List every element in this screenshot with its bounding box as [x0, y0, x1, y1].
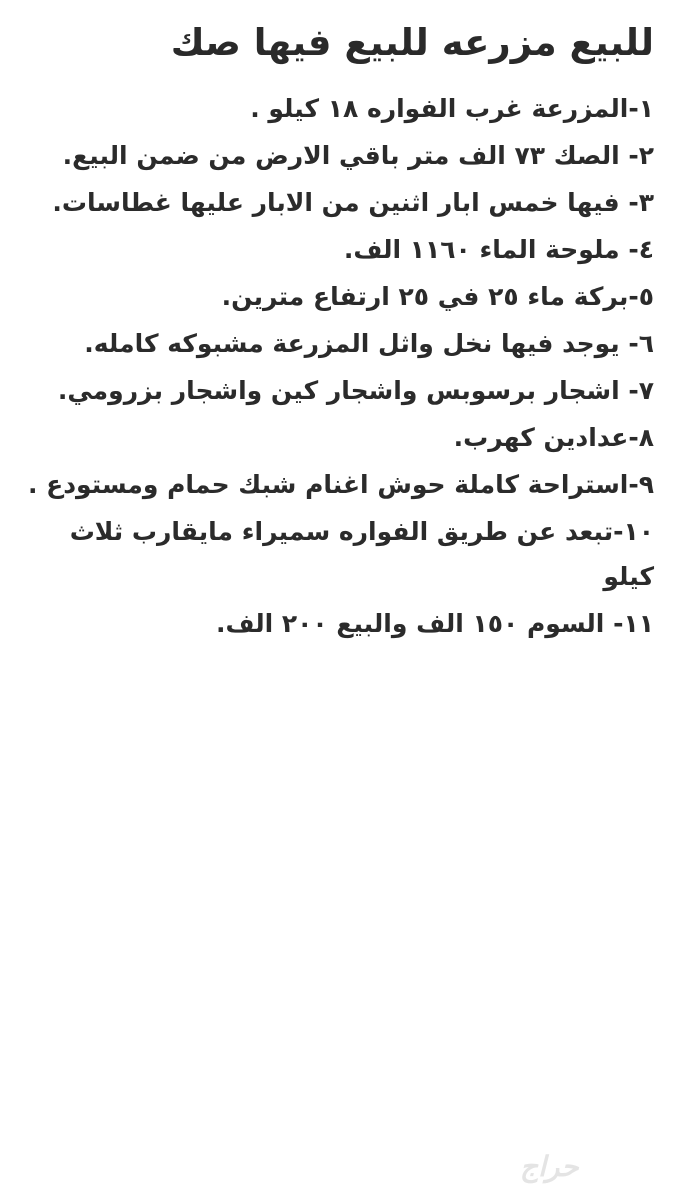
detail-item-1: ١-المزرعة غرب الفواره ١٨ كيلو . [250, 94, 654, 123]
detail-item-8: ٨-عدادين كهرب. [453, 423, 654, 452]
detail-item-6: ٦- يوجد فيها نخل واثل المزرعة مشبوكه كامله. [84, 329, 654, 358]
haraj-watermark: حراج [520, 1150, 579, 1183]
detail-item-10: ١٠-تبعد عن طريق الفواره سميراء مايقارب ثلاث كيلو [69, 517, 654, 591]
listing-details-list [20, 86, 654, 646]
listing-title: للبيع مزرعه للبيع فيها صك [170, 21, 654, 64]
detail-item-5: ٥-بركة ماء ٢٥ في ٢٥ ارتفاع مترين. [221, 282, 654, 311]
detail-item-3: ٣- فيها خمس ابار اثنين من الابار عليها غطاسات. [52, 188, 654, 217]
detail-item-2: ٢- الصك ٧٣ الف متر باقي الارض من ضمن البيع. [62, 141, 654, 170]
detail-item-11: ١١- السوم ١٥٠ الف والبيع ٢٠٠ الف. [215, 609, 654, 638]
detail-item-9: ٩-استراحة كاملة حوش اغنام شبك حمام ومستودع . [27, 470, 654, 499]
detail-item-4: ٤- ملوحة الماء ١١٦٠ الف. [343, 235, 654, 264]
detail-item-7: ٧- اشجار برسوبس واشجار كين واشجار بزرومي. [57, 376, 654, 405]
